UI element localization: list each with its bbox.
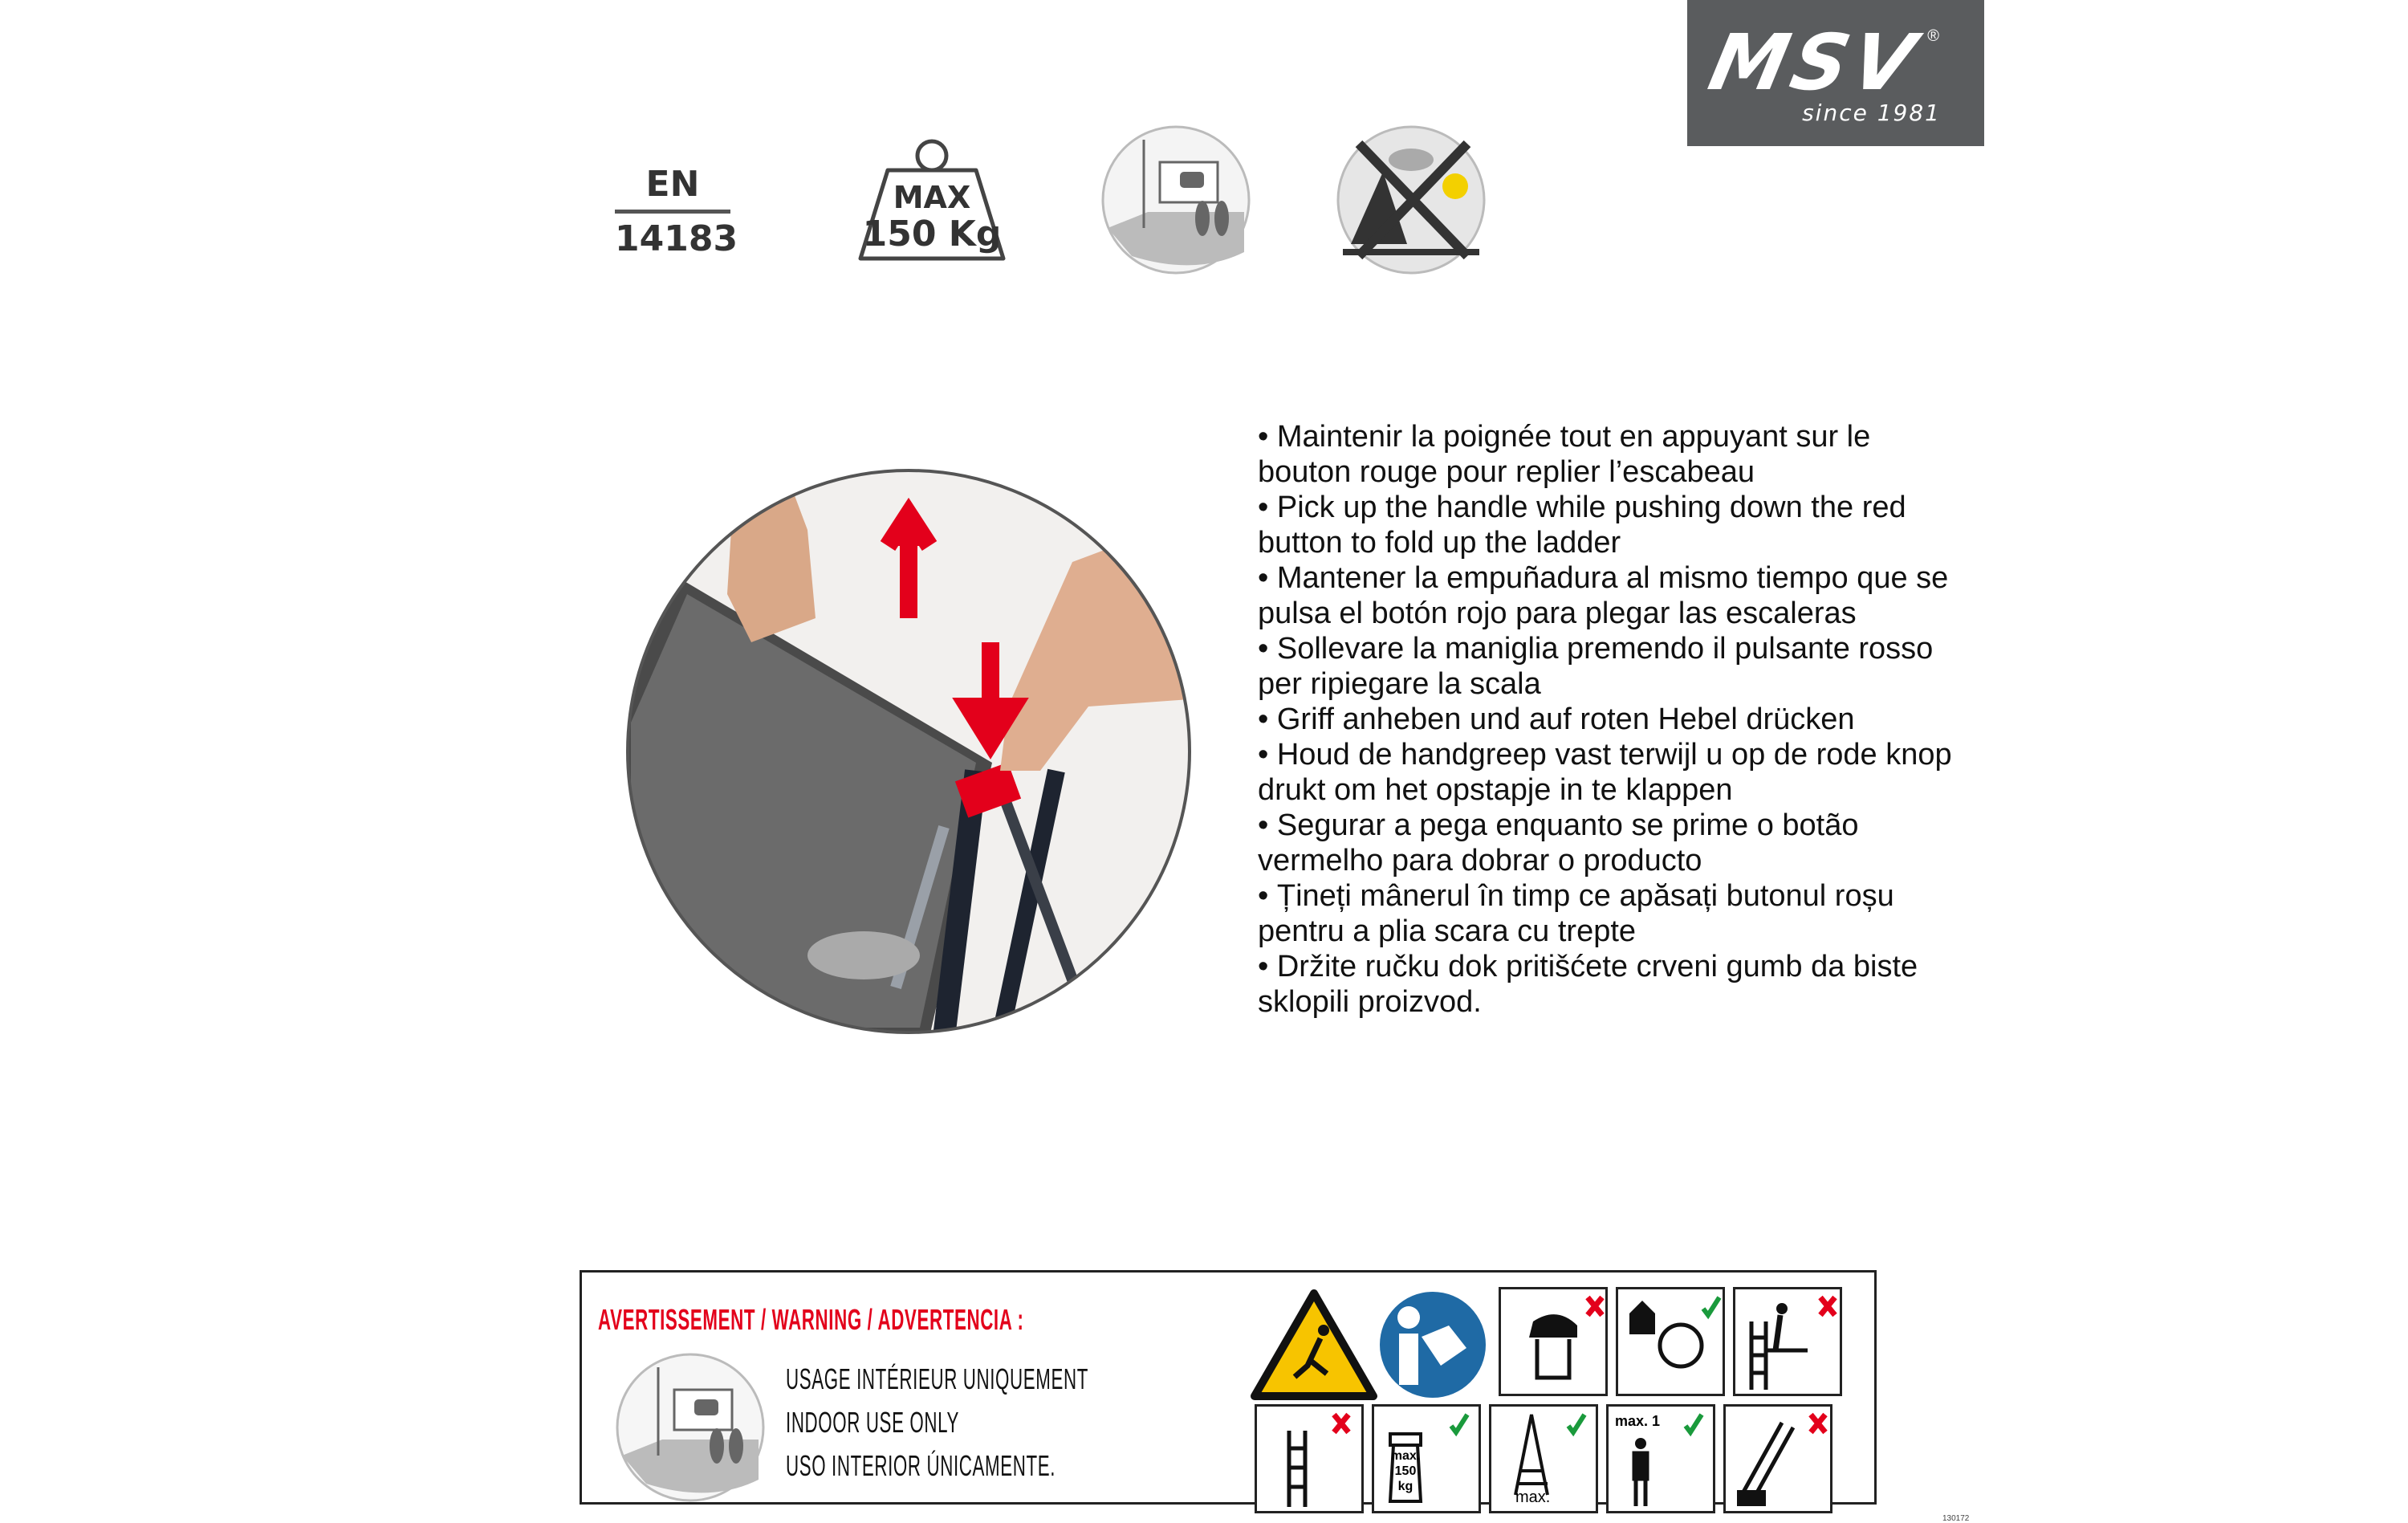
persons-max-label: max. 1 (1615, 1413, 1661, 1429)
instruction-en: • Pick up the handle while pushing down the red button to fold up the ladder (1258, 491, 1906, 560)
pictogram-no-ladder-use (1255, 1404, 1364, 1513)
max-value: 150 (1394, 1464, 1417, 1478)
warning-line-fr: USAGE INTÉRIEUR UNIQUEMENT (786, 1362, 1088, 1395)
instruction-it: • Sollevare la maniglia premendo il pulsante rosso per ripiegare la scala (1258, 632, 1934, 701)
pictogram-no-stepping-off-side (1733, 1287, 1842, 1396)
instruction-pt: • Segurar a pega enquanto se prime o botão vermelho para dobrar o producto (1258, 808, 1859, 878)
house-head-icon (1618, 1289, 1723, 1394)
standard-number: 14183 (615, 218, 738, 259)
person-on-ladder-icon (1735, 1289, 1840, 1394)
pictogram-no-professional-use (1499, 1287, 1608, 1396)
pictogram-household-use (1616, 1287, 1725, 1396)
folding-instructions (1258, 419, 1964, 1020)
warning-box (580, 1270, 1877, 1505)
standard-badge (615, 164, 738, 259)
max-unit: kg (1397, 1480, 1413, 1493)
footer-code: 130172 (1942, 1514, 1970, 1523)
read-manual-icon (1377, 1289, 1489, 1401)
pictogram-max-load (1372, 1404, 1481, 1513)
pictogram-step-ladder-max (1489, 1404, 1598, 1513)
indoor-room-icon (614, 1351, 767, 1504)
leaning-ladder-icon (1726, 1407, 1830, 1511)
instruction-nl: • Houd de handgreep vast terwijl u op de rode knop drukt om het opstapje in te klappen (1258, 738, 1952, 807)
logo-registered: ® (1927, 27, 1939, 45)
fall-hazard-icon (1250, 1289, 1378, 1401)
divider (615, 210, 730, 214)
no-outdoor-use-icon (1335, 124, 1487, 276)
max-load-text (1387, 1448, 1424, 1494)
instruction-es: • Mantener la empuñadura al mismo tiempo que se pulsa el botón rojo para plegar las escaleras (1258, 561, 1949, 630)
instruction-de: • Griff anheben und auf roten Hebel drücken (1258, 702, 1855, 736)
ladder-icon (1257, 1407, 1361, 1511)
folding-instruction-photo (623, 466, 1194, 1037)
warning-line-es: USO INTERIOR ÚNICAMENTE. (786, 1449, 1056, 1482)
warning-line-en: INDOOR USE ONLY (786, 1406, 960, 1439)
msv-logo (1687, 0, 1984, 146)
hard-hat-head-icon (1501, 1289, 1605, 1394)
logo-brand: MSV (1702, 18, 1927, 108)
indoor-room-icon (1100, 124, 1252, 276)
max-load-badge (856, 138, 1008, 263)
warning-title: AVERTISSEMENT / WARNING / ADVERTENCIA : (598, 1303, 1024, 1336)
pictogram-one-person-max (1606, 1404, 1715, 1513)
instruction-ro: • Țineți mânerul în timp ce apăsați butonul roșu pentru a plia scara cu trepte (1258, 879, 1894, 948)
max-value: 150 Kg (862, 214, 1002, 255)
instruction-hr: • Držite ručku dok pritišćete crveni gumb da biste sklopili proizvod. (1258, 950, 1918, 1019)
max-label: max. (1390, 1449, 1421, 1463)
ladder-max-label: max. (1515, 1488, 1551, 1506)
pictogram-no-leaning-ladder (1723, 1404, 1832, 1513)
instruction-fr: • Maintenir la poignée tout en appuyant sur le bouton rouge pour replier l’escabeau (1258, 420, 1871, 489)
standard-top: EN (645, 164, 700, 205)
logo-tagline: since 1981 (1802, 100, 1941, 126)
max-label: MAX (893, 180, 971, 215)
